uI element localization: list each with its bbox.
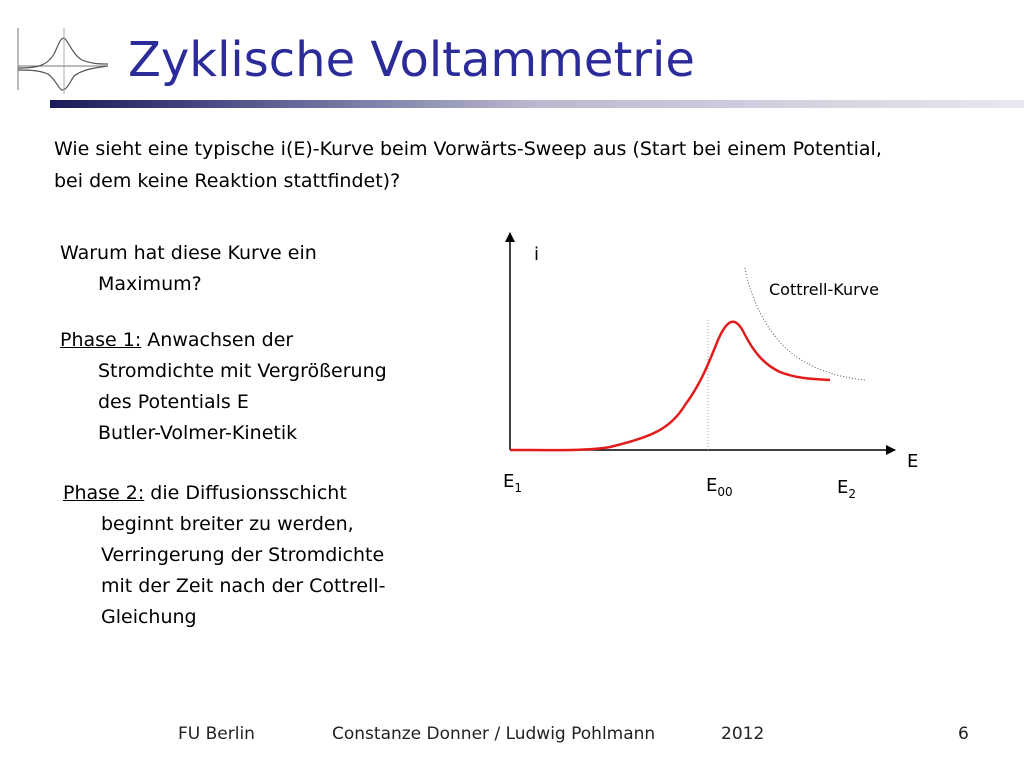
phase-1-line-2: Stromdichte mit Vergrößerung [98,360,387,382]
x-axis-label: E [907,451,919,472]
footer-authors: Constanze Donner / Ludwig Pohlmann [332,724,656,744]
y-axis-label: i [534,244,540,265]
title-rule [50,100,1024,108]
cottrell-curve-label: Cottrell-Kurve [769,280,879,299]
phase-1-line-1: Anwachsen der [141,329,294,351]
phase-1-line-4: Butler-Volmer-Kinetik [98,422,298,444]
phase-2-line-5: Gleichung [101,606,197,628]
page-number: 6 [958,724,969,744]
current-potential-curve [510,322,830,450]
phase-2-line-3: Verringerung der Stromdichte [101,544,385,566]
phase-1-label: Phase 1: [60,329,142,351]
iv-diagram [490,225,930,505]
phase-1-block [60,325,460,449]
cv-logo [12,24,112,96]
e1-label: $E_1$ [503,471,523,495]
footer-year: 2012 [721,724,765,744]
page-title: Zyklische Voltammetrie [128,32,695,88]
intro-text: Wie sieht eine typische i(E)-Kurve beim Vorwärts-Sweep aus (Start bei einem Potential, bei dem keine Reaktion stattfindet)? [54,138,882,192]
question-line-2: Maximum? [98,273,202,295]
phase-2-line-2: beginnt breiter zu werden, [101,513,354,535]
e2-label: $E_2$ [837,477,857,501]
phase-2-block [63,478,463,633]
question-line-1: Warum hat diese Kurve ein [60,242,317,264]
question-maximum [60,238,460,300]
phase-2-line-4: mit der Zeit nach der Cottrell- [101,575,386,597]
e00-label: $E_{00}$ [706,475,733,499]
phase-2-line-1: die Diffusionsschicht [144,482,347,504]
phase-2-label: Phase 2: [63,482,145,504]
phase-1-line-3: des Potentials E [98,391,249,413]
footer-institution: FU Berlin [178,724,255,744]
